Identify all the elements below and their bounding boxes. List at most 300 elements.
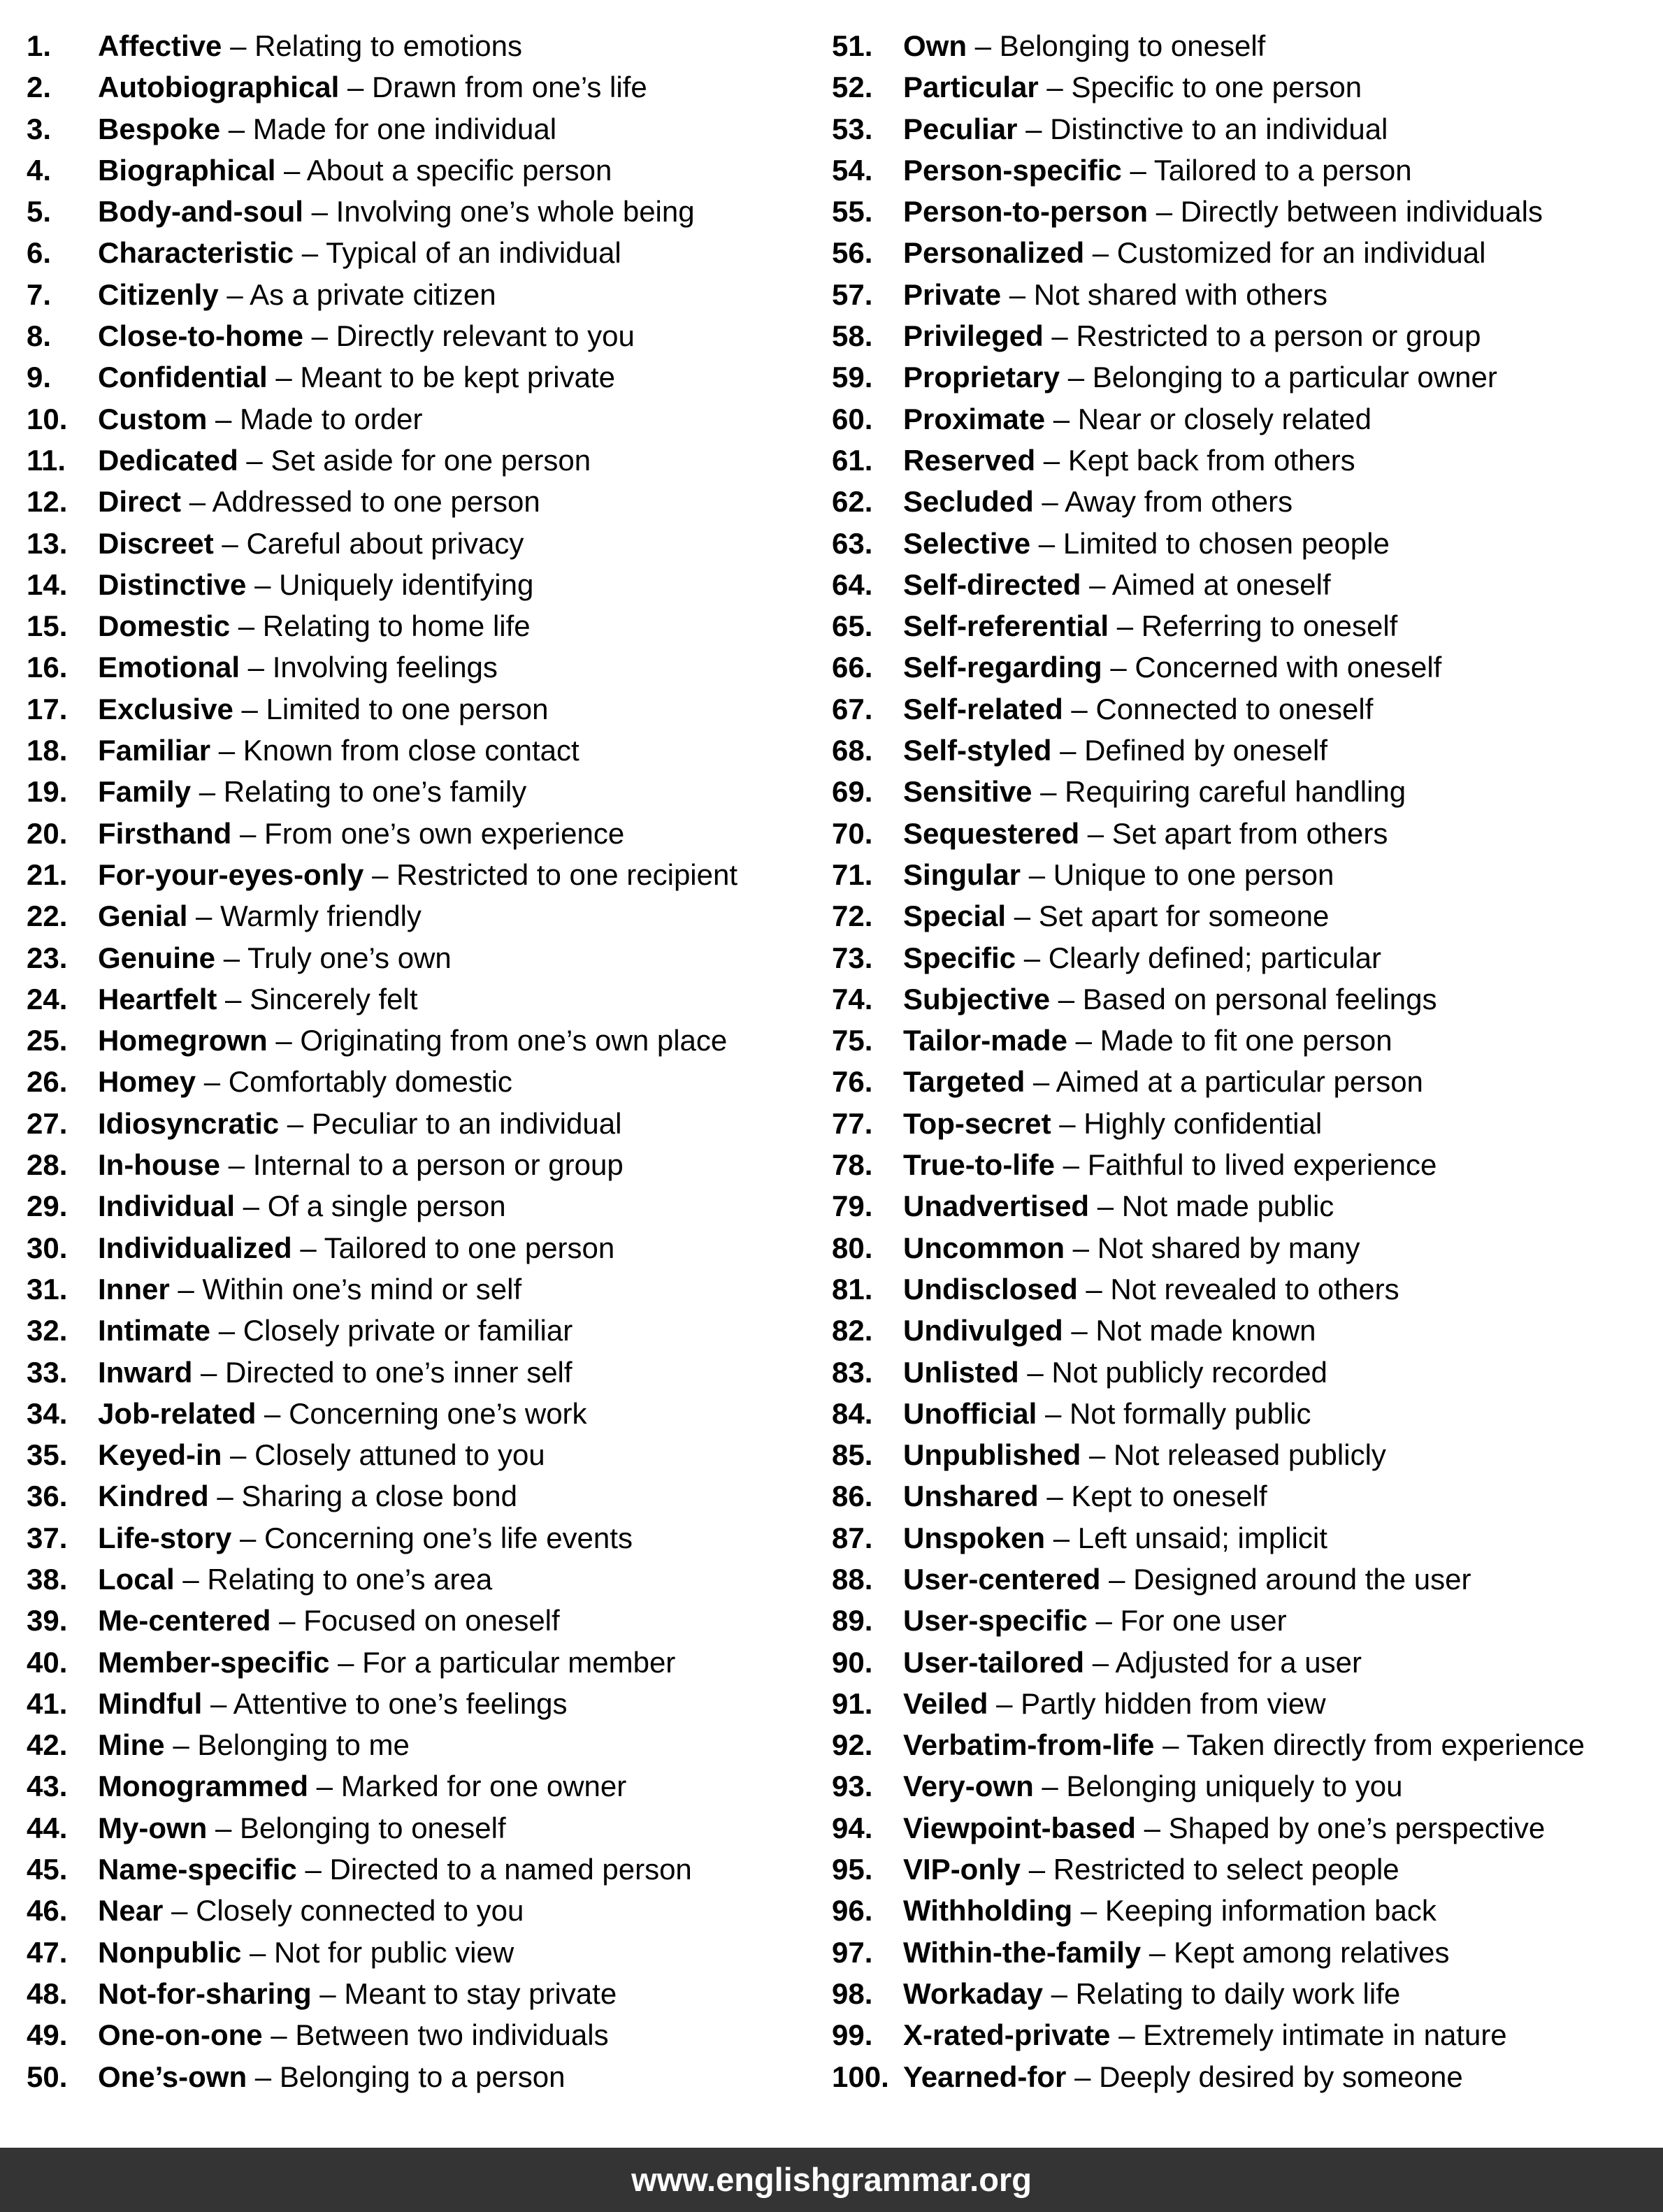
item-definition: – Belonging to a particular owner — [1060, 361, 1497, 394]
list-item — [832, 978, 1660, 1020]
list-item — [27, 688, 816, 730]
item-term: Job-related — [98, 1396, 257, 1430]
list-item — [27, 1642, 816, 1683]
item-number: 81. — [832, 1272, 873, 1306]
item-number: 23. — [27, 941, 68, 974]
item-text — [903, 66, 1362, 108]
item-number: 53. — [832, 112, 873, 145]
list-item — [832, 315, 1660, 356]
item-number: 37. — [27, 1521, 68, 1554]
item-text — [98, 1310, 573, 1351]
item-number: 70. — [832, 816, 873, 850]
item-text — [903, 1185, 1334, 1227]
item-term: Undivulged — [903, 1314, 1063, 1347]
item-number: 33. — [27, 1355, 68, 1389]
list-item — [832, 937, 1660, 978]
item-text — [98, 854, 737, 895]
list-item — [27, 854, 816, 895]
item-number: 96. — [832, 1894, 873, 1928]
item-number: 3. — [27, 112, 52, 145]
item-text — [903, 1352, 1327, 1393]
item-term: Verbatim-from-life — [903, 1728, 1155, 1762]
item-term: Very-own — [903, 1770, 1034, 1803]
item-definition: – Connected to oneself — [1063, 692, 1374, 725]
item-text — [903, 25, 1265, 66]
item-definition: – Concerned with oneself — [1102, 651, 1442, 684]
item-term: One-on-one — [98, 2018, 263, 2052]
list-item — [27, 1559, 816, 1600]
list-item — [832, 440, 1660, 481]
item-text — [98, 1765, 626, 1807]
item-term: Specific — [903, 941, 1016, 974]
item-text — [98, 1434, 545, 1475]
item-term: Within-the-family — [903, 1935, 1142, 1969]
item-text — [98, 1973, 617, 2014]
item-definition: – Adjusted for a user — [1084, 1645, 1362, 1679]
list-item — [27, 1185, 816, 1227]
item-text — [98, 1103, 621, 1144]
item-number: 84. — [832, 1396, 873, 1430]
item-number: 2. — [27, 71, 52, 104]
list-item — [832, 1434, 1660, 1475]
item-text — [98, 646, 498, 688]
item-number: 51. — [832, 29, 873, 62]
item-term: Autobiographical — [98, 71, 340, 104]
item-number: 97. — [832, 1935, 873, 1969]
item-text — [903, 813, 1388, 854]
list-item — [27, 1434, 816, 1475]
item-term: Veiled — [903, 1686, 988, 1720]
item-number: 44. — [27, 1811, 68, 1844]
item-definition: – Addressed to one person — [181, 485, 540, 519]
item-definition: – Uniquely identifying — [246, 568, 534, 601]
item-term: Firsthand — [98, 816, 232, 850]
item-number: 72. — [832, 899, 873, 933]
item-text — [98, 1061, 512, 1102]
item-text — [903, 1475, 1267, 1517]
item-term: Privileged — [903, 319, 1044, 353]
item-number: 28. — [27, 1148, 68, 1182]
list-item — [832, 813, 1660, 854]
item-text — [903, 1600, 1287, 1641]
item-term: One’s-own — [98, 2060, 247, 2093]
item-number: 4. — [27, 153, 52, 187]
list-item — [832, 1765, 1660, 1807]
list-item — [832, 1393, 1660, 1434]
item-definition: – Distinctive to an individual — [1017, 112, 1388, 145]
item-definition: – As a private citizen — [218, 277, 496, 311]
item-definition: – Relating to daily work life — [1042, 1976, 1401, 2010]
item-definition: – Tailored to one person — [291, 1231, 615, 1264]
item-term: Undisclosed — [903, 1272, 1078, 1306]
item-term: Characteristic — [98, 236, 294, 270]
item-term: Special — [903, 899, 1007, 933]
item-number: 24. — [27, 982, 68, 1015]
list-item — [27, 646, 816, 688]
item-text — [98, 937, 452, 978]
item-text — [98, 1849, 692, 1890]
item-text — [98, 398, 423, 440]
item-number: 48. — [27, 1976, 68, 2010]
item-term: Sequestered — [903, 816, 1080, 850]
list-item — [27, 605, 816, 646]
list-item — [27, 978, 816, 1020]
item-number: 42. — [27, 1728, 68, 1762]
list-item — [832, 150, 1660, 191]
item-number: 13. — [27, 526, 68, 560]
item-term: Close-to-home — [98, 319, 303, 353]
item-number: 29. — [27, 1190, 68, 1223]
item-number: 62. — [832, 485, 873, 519]
item-term: Mindful — [98, 1686, 203, 1720]
item-term: Affective — [98, 29, 222, 62]
item-definition: – Careful about privacy — [213, 526, 524, 560]
list-item — [832, 564, 1660, 605]
item-number: 47. — [27, 1935, 68, 1969]
item-number: 20. — [27, 816, 68, 850]
item-number: 19. — [27, 775, 68, 809]
item-number: 60. — [832, 402, 873, 435]
list-item — [27, 150, 816, 191]
item-definition: – Defined by oneself — [1051, 734, 1327, 767]
item-term: Family — [98, 775, 192, 809]
item-term: True-to-life — [903, 1148, 1055, 1182]
item-number: 83. — [832, 1355, 873, 1389]
item-definition: – Not released publicly — [1081, 1438, 1386, 1472]
item-number: 94. — [832, 1811, 873, 1844]
list-item — [832, 191, 1660, 232]
item-text — [903, 1227, 1360, 1268]
list-item — [27, 1268, 816, 1310]
item-term: Unshared — [903, 1480, 1039, 1513]
item-definition: – Belonging to me — [164, 1728, 410, 1762]
list-item — [27, 1144, 816, 1185]
item-number: 11. — [27, 443, 66, 477]
item-term: User-tailored — [903, 1645, 1085, 1679]
item-definition: – Involving feelings — [240, 651, 498, 684]
item-definition: – Aimed at oneself — [1081, 568, 1331, 601]
item-term: Intimate — [98, 1314, 211, 1347]
item-number: 32. — [27, 1314, 68, 1347]
item-definition: – Shaped by one’s perspective — [1135, 1811, 1546, 1844]
item-text — [903, 440, 1355, 481]
item-number: 55. — [832, 195, 873, 229]
list-item — [27, 1352, 816, 1393]
item-term: Me-centered — [98, 1604, 271, 1638]
item-term: Monogrammed — [98, 1770, 309, 1803]
item-number: 91. — [832, 1686, 873, 1720]
item-text — [903, 1973, 1400, 2014]
item-number: 18. — [27, 734, 68, 767]
item-text — [903, 356, 1497, 398]
item-definition: – Aimed at a particular person — [1025, 1065, 1423, 1099]
list-item — [27, 1849, 816, 1890]
item-term: Self-styled — [903, 734, 1052, 767]
item-definition: – Directed to one’s inner self — [192, 1355, 573, 1389]
item-definition: – Tailored to a person — [1121, 153, 1412, 187]
item-definition: – Not for public view — [241, 1935, 514, 1969]
item-text — [903, 191, 1543, 232]
item-text — [903, 1932, 1450, 1973]
item-term: Withholding — [903, 1894, 1073, 1928]
item-term: Member-specific — [98, 1645, 330, 1679]
item-definition: – Requiring careful handling — [1032, 775, 1406, 809]
list-item — [27, 1973, 816, 2014]
item-definition: – Set apart for someone — [1006, 899, 1330, 933]
item-number: 79. — [832, 1190, 873, 1223]
item-definition: – Sincerely felt — [217, 982, 418, 1015]
item-text — [903, 895, 1329, 937]
item-definition: – Internal to a person or group — [220, 1148, 624, 1182]
item-definition: – Highly confidential — [1051, 1106, 1323, 1140]
item-number: 21. — [27, 858, 68, 891]
item-term: Proximate — [903, 402, 1046, 435]
list-item — [27, 1103, 816, 1144]
item-term: Citizenly — [98, 277, 219, 311]
item-term: Sensitive — [903, 775, 1032, 809]
item-term: Particular — [903, 71, 1039, 104]
list-item — [27, 895, 816, 937]
item-text — [903, 1144, 1437, 1185]
item-definition: – Directed to a named person — [296, 1853, 692, 1886]
list-item — [27, 1932, 816, 1973]
item-term: Individualized — [98, 1231, 292, 1264]
item-definition: – Attentive to one’s feelings — [202, 1686, 568, 1720]
item-term: Kindred — [98, 1480, 209, 1513]
item-term: Unspoken — [903, 1521, 1046, 1554]
item-text — [98, 481, 540, 522]
item-number: 98. — [832, 1976, 873, 2010]
item-text — [903, 1890, 1437, 1931]
item-definition: – Marked for one owner — [308, 1770, 627, 1803]
list-item — [832, 605, 1660, 646]
list-item — [832, 1352, 1660, 1393]
item-text — [98, 315, 635, 356]
item-term: Name-specific — [98, 1853, 297, 1886]
item-definition: – Directly between individuals — [1148, 195, 1543, 229]
list-item — [832, 523, 1660, 564]
item-definition: – Truly one’s own — [215, 941, 452, 974]
list-item — [832, 771, 1660, 812]
list-item — [832, 66, 1660, 108]
list-item — [832, 232, 1660, 273]
list-item — [832, 1890, 1660, 1931]
item-text — [98, 1724, 410, 1765]
item-text — [903, 688, 1373, 730]
list-item — [27, 730, 816, 771]
item-number: 6. — [27, 236, 52, 270]
item-definition: – Peculiar to an individual — [279, 1106, 622, 1140]
item-number: 35. — [27, 1438, 68, 1472]
item-number: 1. — [27, 29, 52, 62]
item-definition: – Kept among relatives — [1141, 1935, 1450, 1969]
item-number: 5. — [27, 195, 52, 229]
item-definition: – Involving one’s whole being — [303, 195, 695, 229]
item-definition: – Not publicly recorded — [1018, 1355, 1327, 1389]
item-definition: – Typical of an individual — [294, 236, 621, 270]
item-definition: – Not shared with others — [1001, 277, 1327, 311]
item-term: Person-to-person — [903, 195, 1149, 229]
item-definition: – Sharing a close bond — [208, 1480, 517, 1513]
list-item — [27, 1475, 816, 1517]
list-item — [27, 1517, 816, 1559]
item-number: 22. — [27, 899, 68, 933]
item-text — [98, 25, 522, 66]
item-definition: – For a particular member — [329, 1645, 676, 1679]
item-definition: – Warmly friendly — [187, 899, 422, 933]
item-text — [903, 564, 1331, 605]
item-number: 90. — [832, 1645, 873, 1679]
item-number: 7. — [27, 277, 52, 311]
item-term: Mine — [98, 1728, 165, 1762]
list-item — [27, 398, 816, 440]
item-definition: – Focused on oneself — [271, 1604, 560, 1638]
item-number: 46. — [27, 1894, 68, 1928]
item-term: Genial — [98, 899, 188, 933]
list-item — [832, 1849, 1660, 1890]
list-item — [27, 481, 816, 522]
item-text — [903, 232, 1485, 273]
item-text — [98, 108, 556, 150]
item-number: 54. — [832, 153, 873, 187]
item-term: Top-secret — [903, 1106, 1051, 1140]
item-term: User-centered — [903, 1562, 1101, 1596]
item-definition: – Relating to one’s area — [174, 1562, 493, 1596]
item-definition: – Faithful to lived experience — [1055, 1148, 1437, 1182]
item-number: 75. — [832, 1024, 873, 1057]
item-text — [903, 1683, 1326, 1724]
list-item — [27, 1683, 816, 1724]
item-definition: – Deeply desired by someone — [1066, 2060, 1463, 2093]
item-term: Self-directed — [903, 568, 1081, 601]
item-definition: – Between two individuals — [262, 2018, 609, 2052]
item-text — [98, 1642, 675, 1683]
item-text — [98, 1517, 633, 1559]
list-item — [27, 108, 816, 150]
list-item — [832, 356, 1660, 398]
item-term: Self-referential — [903, 609, 1109, 643]
item-definition: – Restricted to select people — [1021, 1853, 1399, 1886]
list-item — [832, 1144, 1660, 1185]
item-number: 92. — [832, 1728, 873, 1762]
list-item — [832, 730, 1660, 771]
item-definition: – Drawn from one’s life — [339, 71, 647, 104]
item-term: Biographical — [98, 153, 276, 187]
item-number: 66. — [832, 651, 873, 684]
list-item — [27, 564, 816, 605]
item-number: 30. — [27, 1231, 68, 1264]
list-item — [27, 771, 816, 812]
item-text — [903, 1849, 1399, 1890]
item-number: 14. — [27, 568, 68, 601]
item-number: 34. — [27, 1396, 68, 1430]
item-term: My-own — [98, 1811, 208, 1844]
item-text — [98, 66, 647, 108]
item-text — [903, 1103, 1322, 1144]
item-number: 25. — [27, 1024, 68, 1057]
item-number: 78. — [832, 1148, 873, 1182]
item-term: Discreet — [98, 526, 214, 560]
item-number: 40. — [27, 1645, 68, 1679]
item-term: Peculiar — [903, 112, 1018, 145]
item-term: Selective — [903, 526, 1031, 560]
item-term: Yearned-for — [903, 2060, 1067, 2093]
item-term: Self-related — [903, 692, 1063, 725]
item-term: Secluded — [903, 485, 1034, 519]
item-term: Unadvertised — [903, 1190, 1090, 1223]
item-number: 86. — [832, 1480, 873, 1513]
item-text — [98, 440, 591, 481]
item-text — [98, 1890, 524, 1931]
item-text — [903, 646, 1441, 688]
item-term: Exclusive — [98, 692, 233, 725]
item-number: 74. — [832, 982, 873, 1015]
item-number: 99. — [832, 2018, 873, 2052]
item-number: 95. — [832, 1853, 873, 1886]
item-number: 93. — [832, 1770, 873, 1803]
item-term: In-house — [98, 1148, 220, 1182]
list-item — [27, 1807, 816, 1849]
item-definition: – Relating to home life — [230, 609, 531, 643]
item-definition: – Closely attuned to you — [222, 1438, 545, 1472]
item-text — [98, 1807, 506, 1849]
list-item — [27, 813, 816, 854]
item-term: Custom — [98, 402, 208, 435]
item-term: Reserved — [903, 443, 1036, 477]
list-item — [27, 315, 816, 356]
list-item — [832, 1103, 1660, 1144]
item-term: VIP-only — [903, 1853, 1021, 1886]
list-item — [27, 66, 816, 108]
list-item — [832, 1807, 1660, 1849]
list-item — [27, 1600, 816, 1641]
item-text — [903, 1268, 1399, 1310]
list-item — [832, 1310, 1660, 1351]
item-term: Local — [98, 1562, 175, 1596]
item-definition: – Extremely intimate in nature — [1110, 2018, 1507, 2052]
list-item — [832, 1724, 1660, 1765]
item-term: Personalized — [903, 236, 1085, 270]
item-number: 89. — [832, 1604, 873, 1638]
list-item — [832, 1020, 1660, 1061]
item-text — [903, 1724, 1585, 1765]
item-text — [98, 1144, 624, 1185]
item-term: Familiar — [98, 734, 211, 767]
item-term: Individual — [98, 1190, 236, 1223]
item-number: 63. — [832, 526, 873, 560]
item-number: 88. — [832, 1562, 873, 1596]
item-definition: – Meant to stay private — [311, 1976, 617, 2010]
item-term: For-your-eyes-only — [98, 858, 364, 891]
list-item — [832, 2014, 1660, 2055]
item-text — [98, 1393, 587, 1434]
list-item — [27, 274, 816, 315]
list-item — [832, 1517, 1660, 1559]
item-number: 27. — [27, 1106, 68, 1140]
item-term: Subjective — [903, 982, 1051, 1015]
item-text — [903, 1765, 1402, 1807]
footer-bar — [0, 2148, 1663, 2212]
item-definition: – Directly relevant to you — [303, 319, 635, 353]
list-item — [832, 398, 1660, 440]
item-text — [98, 1185, 506, 1227]
item-definition: – Left unsaid; implicit — [1045, 1521, 1327, 1554]
item-definition: – Not made public — [1089, 1190, 1334, 1223]
item-definition: – Set aside for one person — [238, 443, 591, 477]
list-item — [27, 191, 816, 232]
item-text — [903, 1642, 1362, 1683]
list-item — [832, 1683, 1660, 1724]
